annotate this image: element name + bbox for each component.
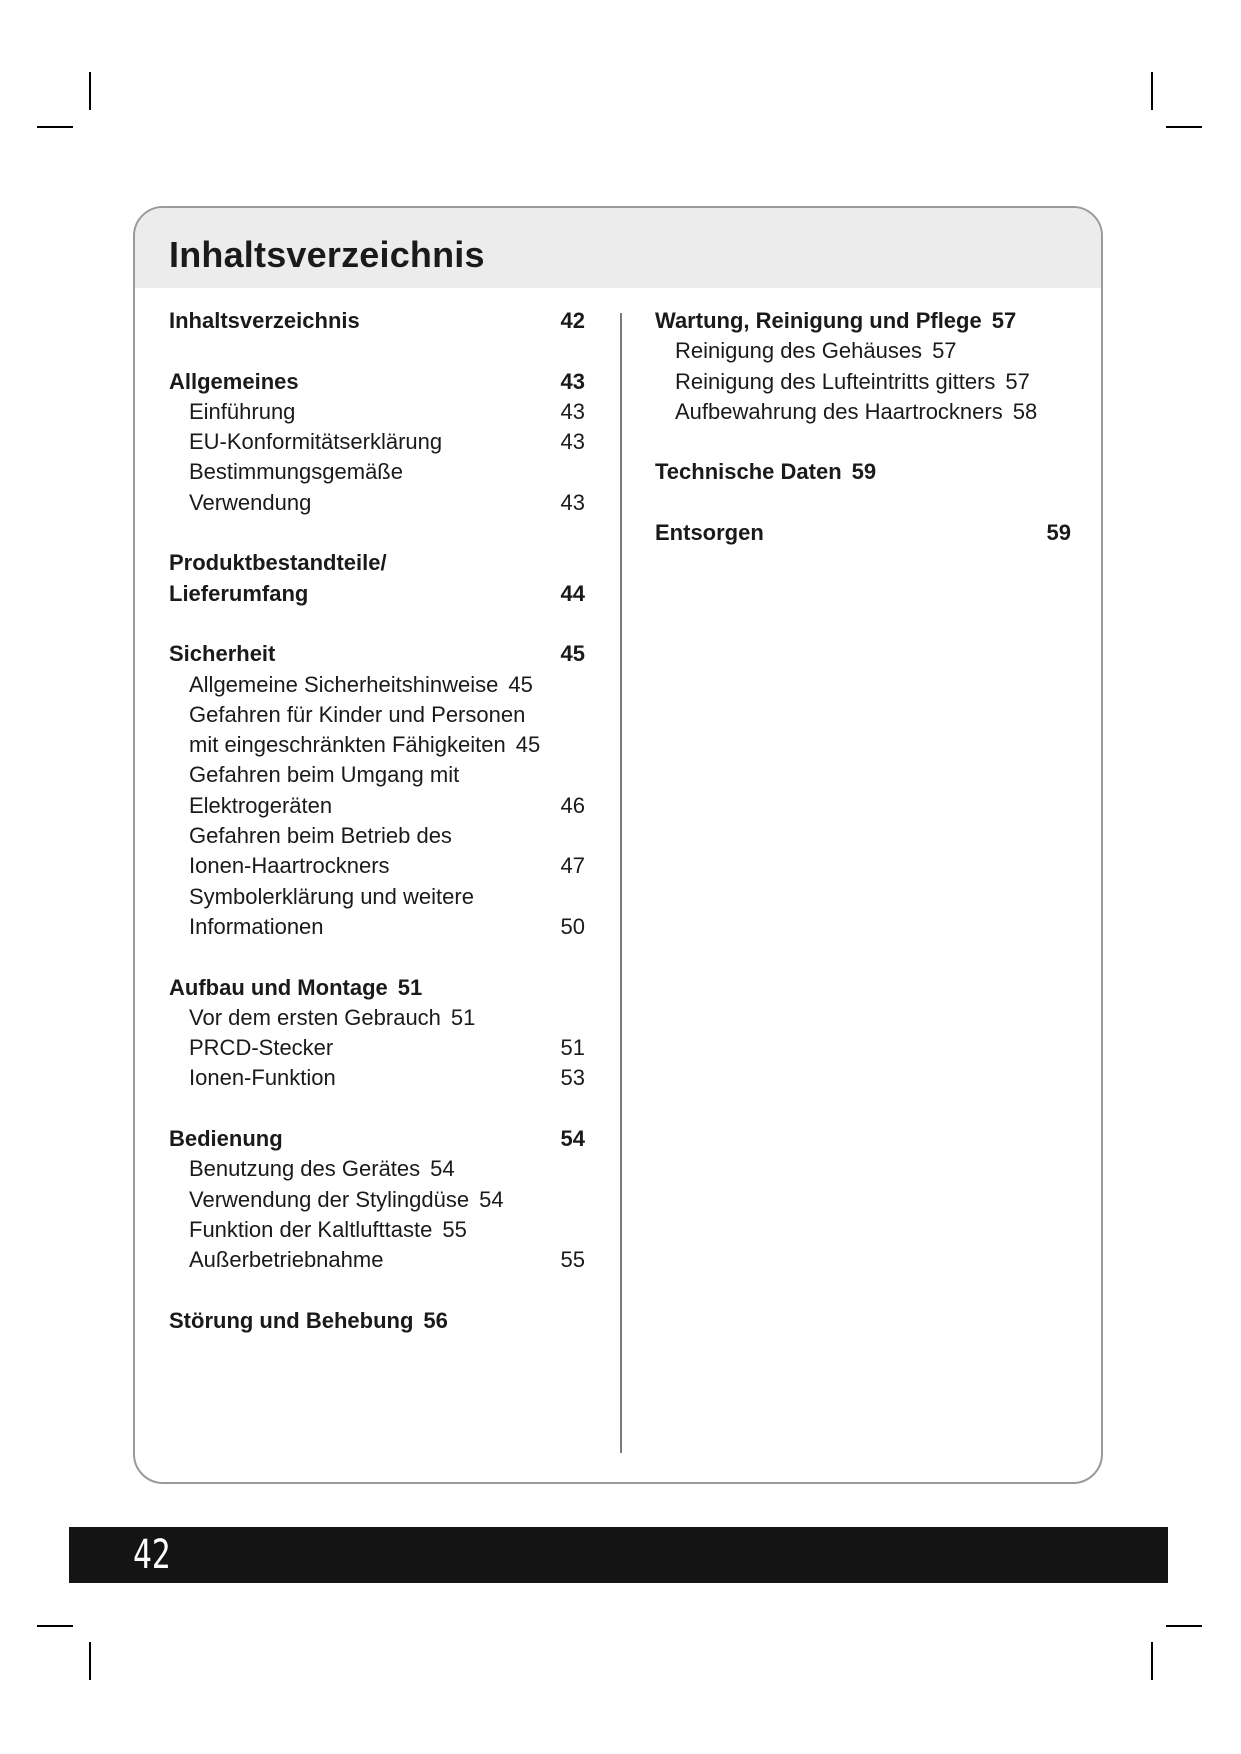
toc-section-heading[interactable] (169, 1124, 585, 1154)
table-of-contents (133, 206, 1103, 1484)
toc-entry-title: Allgemeines (169, 368, 299, 394)
toc-section-heading[interactable] (169, 1306, 585, 1336)
spacer (169, 609, 585, 639)
toc-entry-title: PRCD-Stecker (189, 1035, 334, 1061)
toc-right-column (655, 306, 1071, 548)
toc-page-number: 44 (560, 580, 585, 606)
toc-page-number: 54 (479, 1186, 504, 1212)
toc-page-number: 45 (515, 732, 541, 758)
toc-page-number: 54 (560, 1126, 585, 1152)
toc-entry-title: Verwendung der Stylingdüse (189, 1186, 470, 1212)
toc-section-heading[interactable] (655, 518, 1071, 548)
toc-entry[interactable] (169, 700, 585, 730)
toc-page-number: 51 (450, 1004, 476, 1030)
toc-entry-title: Ionen-Haartrockners (189, 853, 390, 879)
toc-page-number: 42 (560, 308, 585, 333)
toc-entry-title: mit eingeschränkten Fähigkeiten (189, 732, 506, 758)
toc-entry[interactable] (169, 882, 585, 912)
crop-mark (1166, 1625, 1202, 1627)
toc-entry[interactable] (169, 1154, 585, 1184)
toc-page-number: 57 (1005, 368, 1030, 394)
toc-entry-title: Funktion der Kaltlufttaste (189, 1216, 433, 1242)
toc-entry-title: Einführung (189, 398, 296, 424)
toc-page-number: 53 (560, 1065, 585, 1091)
toc-page-number: 56 (423, 1307, 448, 1333)
spacer (169, 336, 585, 366)
toc-entry-title: Allgemeine Sicherheitshinweise (189, 671, 499, 697)
toc-entry-title: Produktbestandteile/ (169, 550, 387, 576)
crop-mark (89, 1642, 91, 1680)
toc-entry[interactable] (655, 367, 1071, 397)
toc-page-number: 45 (560, 641, 585, 667)
toc-page-number: 59 (1046, 520, 1071, 546)
toc-entry[interactable] (169, 1185, 585, 1215)
toc-section-heading[interactable] (169, 367, 585, 397)
toc-entry-title: Entsorgen (655, 520, 764, 546)
toc-entry-title: Inhaltsverzeichnis (169, 308, 360, 333)
toc-entry-title: Informationen (189, 913, 324, 939)
toc-page-number: 43 (560, 398, 585, 424)
toc-entry-title: Gefahren beim Umgang mit (189, 762, 460, 788)
toc-entry[interactable] (169, 670, 585, 700)
crop-mark (1166, 126, 1202, 128)
toc-page-number: 51 (397, 974, 423, 1000)
toc-page-number: 54 (430, 1156, 455, 1182)
toc-entry-title: Störung und Behebung (169, 1307, 414, 1333)
toc-entry[interactable] (169, 1003, 585, 1033)
toc-entry[interactable] (169, 851, 585, 881)
toc-entry[interactable] (169, 427, 585, 457)
spacer (169, 518, 585, 548)
toc-entry-title: Lieferumfang (169, 580, 309, 606)
toc-entry-title: Reinigung des Gehäuses (675, 338, 923, 364)
crop-mark (37, 1625, 73, 1627)
page-number: 42 (133, 1532, 171, 1578)
toc-entry-title: Bestimmungsgemäße (189, 459, 403, 485)
toc-entry-title: Aufbau und Montage (169, 974, 388, 1000)
toc-page-number: 45 (508, 671, 533, 697)
toc-page-number: 47 (560, 853, 585, 879)
toc-entry-title: Vor dem ersten Gebrauch (189, 1004, 441, 1030)
footer-bar (69, 1527, 1168, 1583)
toc-entry[interactable] (169, 1245, 585, 1275)
toc-left-column (169, 306, 585, 1336)
toc-section-heading[interactable] (169, 579, 585, 609)
toc-page-number: 57 (932, 338, 957, 364)
toc-entry-title: Benutzung des Gerätes (189, 1156, 421, 1182)
toc-page-number: 51 (560, 1035, 585, 1061)
toc-entry[interactable] (169, 457, 585, 487)
toc-entry-title: Sicherheit (169, 641, 276, 667)
toc-page-number: 50 (560, 913, 585, 939)
toc-section-heading[interactable] (169, 973, 585, 1003)
toc-page-number: 58 (1012, 398, 1038, 424)
toc-entry-title: Technische Daten (655, 459, 842, 485)
toc-entry-title: Gefahren beim Betrieb des (189, 823, 452, 849)
toc-entry[interactable] (169, 821, 585, 851)
toc-entry-title: Gefahren für Kinder und Personen (189, 701, 526, 727)
crop-mark (37, 126, 73, 128)
toc-entry-title: Bedienung (169, 1126, 283, 1152)
toc-page-number: 55 (560, 1247, 585, 1273)
toc-entry[interactable] (169, 1033, 585, 1063)
toc-entry-title: Reinigung des Lufteintritts gitters (675, 368, 996, 394)
crop-mark (1151, 1642, 1153, 1680)
toc-entry[interactable] (169, 488, 585, 518)
toc-entry-title: Wartung, Reinigung und Pflege (655, 308, 982, 333)
spacer (169, 1094, 585, 1124)
toc-page-number: 57 (991, 308, 1017, 333)
spacer (169, 1276, 585, 1306)
toc-header (135, 208, 1101, 288)
toc-section-heading[interactable] (655, 306, 1071, 336)
toc-entry[interactable] (169, 730, 585, 760)
toc-entry[interactable] (655, 397, 1071, 427)
toc-section-heading[interactable] (655, 457, 1071, 487)
toc-page-number: 55 (442, 1216, 467, 1242)
toc-entry[interactable] (169, 912, 585, 942)
toc-entry[interactable] (169, 397, 585, 427)
toc-entry[interactable] (169, 791, 585, 821)
crop-mark (1151, 72, 1153, 110)
toc-entry-title: Außerbetriebnahme (189, 1247, 384, 1273)
toc-entry-title: Symbolerklärung und weitere (189, 883, 474, 909)
crop-mark (89, 72, 91, 110)
page-title: Inhaltsverzeichnis (169, 234, 485, 275)
toc-entry-title: Verwendung (189, 489, 312, 515)
toc-page-number: 43 (560, 489, 585, 515)
toc-entry[interactable] (169, 1215, 585, 1245)
spacer (655, 427, 1071, 457)
toc-entry-title: Ionen-Funktion (189, 1065, 336, 1091)
toc-page-number: 46 (560, 792, 585, 818)
toc-entry-title: EU-Konformitätserklärung (189, 429, 443, 455)
toc-section-heading[interactable] (169, 548, 585, 578)
toc-page-number: 43 (560, 368, 585, 394)
toc-entry[interactable] (169, 760, 585, 790)
toc-section-heading[interactable] (169, 639, 585, 669)
toc-entry[interactable] (169, 1063, 585, 1093)
spacer (655, 488, 1071, 518)
spacer (169, 942, 585, 972)
toc-section-heading[interactable] (169, 306, 585, 336)
toc-entry-title: Elektrogeräten (189, 792, 333, 818)
toc-entry-title: Aufbewahrung des Haartrockners (675, 398, 1003, 424)
column-divider (620, 313, 622, 1453)
toc-page-number: 59 (851, 459, 877, 485)
toc-entry[interactable] (655, 336, 1071, 366)
toc-page-number: 43 (560, 429, 585, 455)
